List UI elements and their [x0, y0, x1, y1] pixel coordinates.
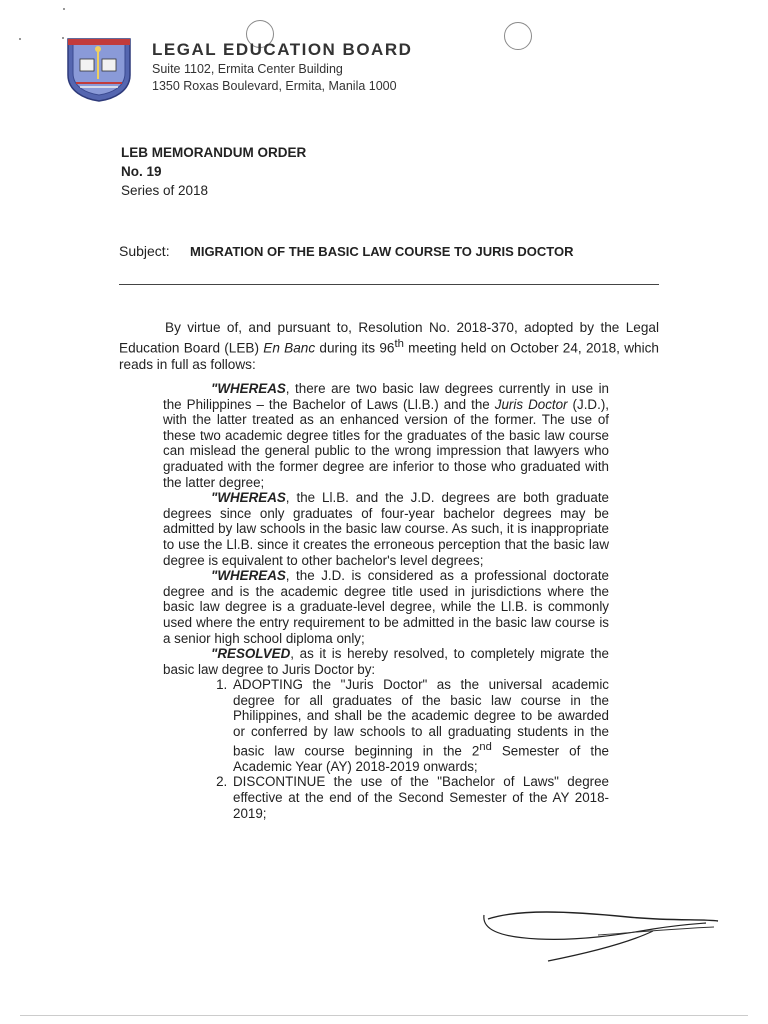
- resolved-clause: [163, 646, 609, 677]
- punch-hole-right: [504, 22, 532, 50]
- resolution-quote: [163, 381, 609, 821]
- page-edge-line: [20, 1015, 748, 1016]
- whereas-text: , the J.D. is considered as a professional doctorate degree and is the academic degree title used in jurisdictions where the basic law degree is a graduate-level degree, while the Ll.B. is commonly used where the entry requirement to be admitted in the basic law course is a senior high school diploma only;: [163, 568, 609, 646]
- whereas-text: , the Ll.B. and the J.D. degrees are both graduate degrees since only graduates of four-year bachelor degrees may be admitted by law schools in the basic law course. As such, it is inappropriate to use the Ll.B. since it creates the erroneous perception that the basic law degree is equivalent to other bachelor's level degrees;: [163, 490, 609, 568]
- whereas-clause-3: [163, 568, 609, 646]
- intro-superscript: th: [394, 338, 404, 350]
- item-text: DISCONTINUE the use of the "Bachelor of Laws" degree effective at the end of the Second Semester of the AY 2018-2019;: [233, 774, 609, 821]
- scan-speck: [19, 38, 21, 40]
- resolved-lead: "RESOLVED: [211, 646, 291, 662]
- memo-title: LEB MEMORANDUM ORDER: [121, 145, 307, 160]
- intro-text-2: during its 96: [315, 340, 395, 356]
- whereas-text: , there are two basic law degrees currently in use in the Philippines – the Bachelor of Laws (Ll.B.) and the: [163, 381, 609, 412]
- whereas-lead: "WHEREAS: [211, 568, 286, 584]
- item-superscript: nd: [479, 740, 492, 753]
- resolution-item: [231, 677, 609, 774]
- juris-doctor-text: Juris Doctor: [494, 396, 568, 412]
- whereas-lead: "WHEREAS: [211, 490, 286, 506]
- resolution-items: [163, 677, 609, 821]
- intro-paragraph: [119, 320, 659, 373]
- intro-text-3: meeting held on October 24, 2018, which reads in full as follows:: [119, 340, 659, 372]
- whereas-clause-2: [163, 490, 609, 568]
- leb-seal-logo: [66, 37, 132, 103]
- memo-series: Series of 2018: [121, 183, 209, 198]
- signature-mark: [478, 905, 723, 967]
- board-name: LEGAL EDUCATION BOARD: [152, 40, 413, 59]
- whereas-clause-1: [163, 381, 609, 490]
- item-text: Semester of the Academic Year (AY) 2018-2019 onwards;: [233, 743, 609, 774]
- memo-number: No. 19: [121, 164, 162, 179]
- scan-speck: [62, 37, 64, 39]
- resolved-text: , as it is hereby resolved, to completely migrate the basic law degree to Juris Doctor by:: [163, 646, 609, 677]
- subject-label: Subject:: [119, 243, 170, 259]
- subject-title: MIGRATION OF THE BASIC LAW COURSE TO JURIS DOCTOR: [190, 244, 574, 259]
- intro-text-1: By virtue of, and pursuant to, Resolution No. 2018-370, adopted by the Legal Education Board (LEB): [119, 320, 659, 356]
- resolution-item: [231, 774, 609, 821]
- whereas-text: (J.D.), with the latter treated as an enhanced version of the former. The use of these two academic degree titles for the graduates of the basic law course can mislead the general public to the wrong impression that lawyers who graduated with the former degree are inferior to those who graduated with the latter degree;: [163, 396, 609, 490]
- whereas-lead: "WHEREAS: [211, 381, 286, 396]
- address-line-1: Suite 1102, Ermita Center Building: [152, 62, 343, 76]
- scan-speck: [63, 8, 65, 10]
- address-line-2: 1350 Roxas Boulevard, Ermita, Manila 1000: [152, 79, 397, 93]
- subject-divider: [119, 284, 659, 285]
- en-banc-text: En Banc: [263, 340, 316, 356]
- item-text: ADOPTING the "Juris Doctor" as the universal academic degree for all graduates of the basic law course in the Philippines, and shall be the academic degree to be awarded or conferred by law schools to all graduating students in the basic law course beginning in the 2: [233, 677, 609, 759]
